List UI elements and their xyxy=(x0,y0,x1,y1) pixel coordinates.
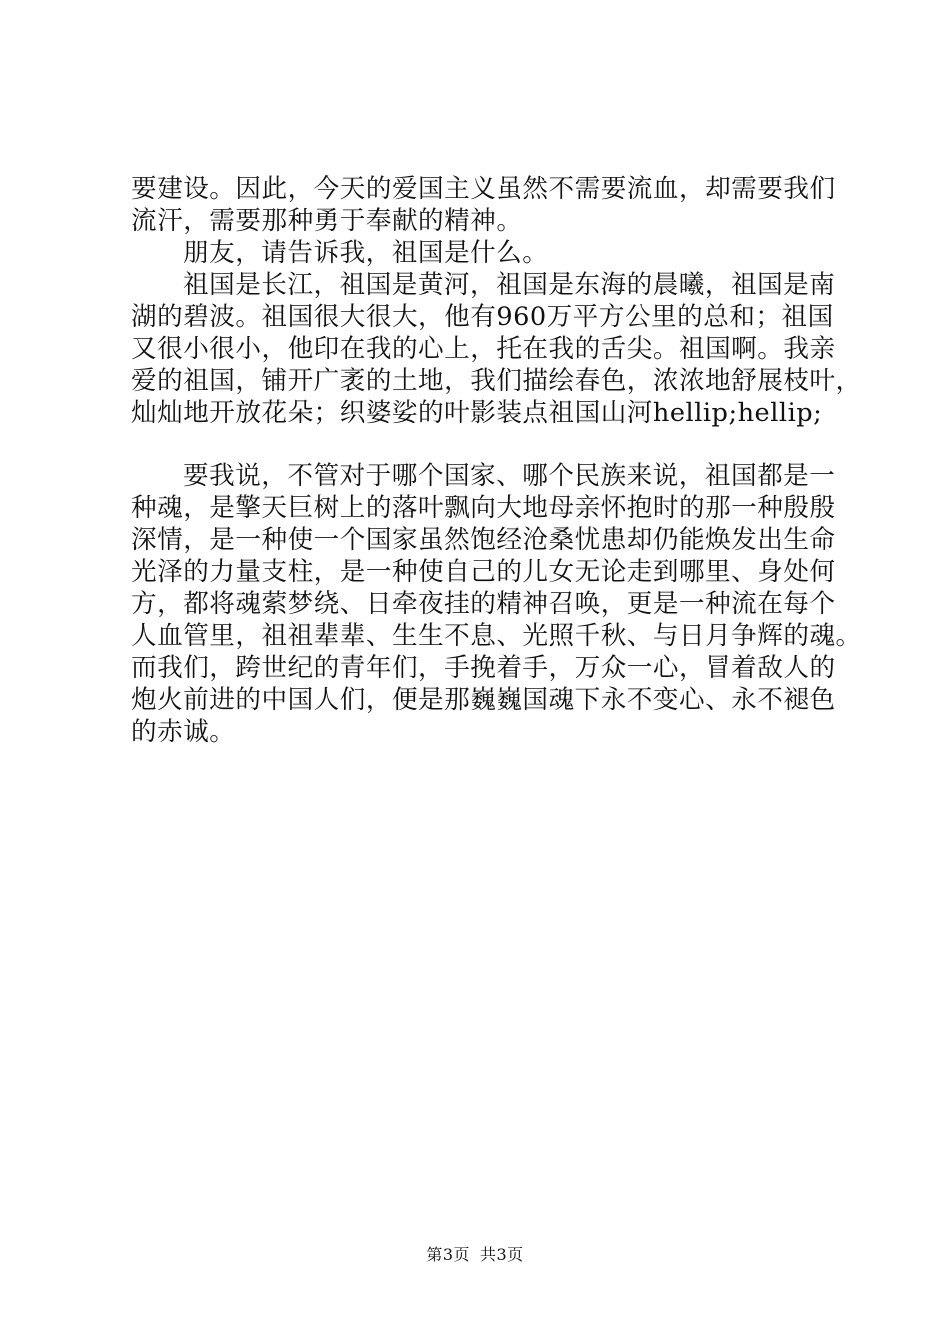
text-line: 人血管里，祖祖辈辈、生生不息、光照千秋、与日月争辉的魂。 xyxy=(131,621,862,651)
page-total: 共3页 xyxy=(480,1245,524,1264)
text-line: 而我们，跨世纪的青年们，手挽着手，万众一心，冒着敌人的 xyxy=(131,653,836,683)
text-line: 种魂，是擎天巨树上的落叶飘向大地母亲怀抱时的那一种殷殷 xyxy=(131,493,836,523)
paragraph-spacer xyxy=(131,429,831,460)
text-line: 要我说，不管对于哪个国家、哪个民族来说，祖国都是一 xyxy=(183,461,836,491)
text-line: 方，都将魂萦梦绕、日牵夜挂的精神召唤，更是一种流在每个 xyxy=(131,589,836,619)
paragraph xyxy=(131,173,836,237)
text-line: 光泽的力量支柱，是一种使自己的儿女无论走到哪里、身处何 xyxy=(131,557,836,587)
page-number: 第3页 xyxy=(426,1245,470,1264)
page-footer xyxy=(0,1244,950,1266)
text-line: 的赤诚。 xyxy=(131,717,236,747)
text-line: 祖国是长江，祖国是黄河，祖国是东海的晨曦，祖国是南 xyxy=(183,270,836,300)
paragraph xyxy=(131,237,831,269)
text-line: 深情，是一种使一个国家虽然饱经沧桑忧患却仍能焕发出生命 xyxy=(131,525,836,555)
text-line: 又很小很小，他印在我的心上，托在我的舌尖。祖国啊。我亲 xyxy=(131,334,836,364)
text-line: 灿灿地开放花朵；织婆娑的叶影装点祖国山河hellip;hellip; xyxy=(131,398,823,428)
text-line: 要建设。因此，今天的爱国主义虽然不需要流血，却需要我们 xyxy=(131,174,836,204)
text-line: 湖的碧波。祖国很大很大，他有960万平方公里的总和；祖国 xyxy=(131,302,834,332)
text-line: 流汗，需要那种勇于奉献的精神。 xyxy=(131,206,523,236)
text-line: 爱的祖国，铺开广袤的土地，我们描绘春色，浓浓地舒展枝叶， xyxy=(131,366,862,396)
text-line: 朋友，请告诉我，祖国是什么。 xyxy=(183,238,549,268)
text-line: 炮火前进的中国人们，便是那巍巍国魂下永不变心、永不褪色 xyxy=(131,685,836,715)
document-body xyxy=(131,173,862,748)
paragraph xyxy=(131,460,862,748)
paragraph xyxy=(131,269,862,429)
